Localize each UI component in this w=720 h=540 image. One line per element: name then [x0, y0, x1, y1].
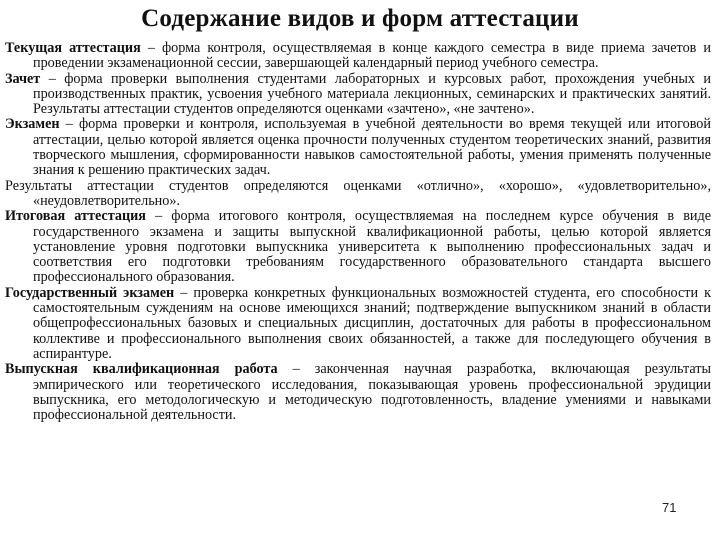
content-body — [5, 41, 711, 423]
definition: – форма итогового контроля, осуществляемая на последнем курсе обучения в виде государственного экзамена и защиты выпускной квалификационной работы, целью которой является установление уровня подготовки выпускника университета к выполнению профессиональных задач и соответствия его подготовки требованиям государственного образовательного стандарта высшего профессионального образования. — [33, 208, 711, 286]
paragraph-current-attestation — [5, 41, 711, 72]
paragraph-results — [5, 179, 711, 210]
definition: – форма проверки выполнения студентами лабораторных и курсовых работ, прохождения учебных и производственных практик, усвоения учебного материала лекционных, семинарских и практических занятий. Результаты аттестации студентов определяются оценками «зачтено», «не зачтено». — [33, 70, 711, 118]
definition: – проверка конкретных функциональных возможностей студента, его способности к самостоятельным суждениям на основе имеющихся знаний; подтверждение выпускником знаний в области общепрофессиональных базовых и специальных дисциплин, достаточных для работы в профессиональном коллективе и профессионального выполнения своих обязанностей, а также для последующего обучения в аспирантуре. — [33, 284, 711, 362]
term: Экзамен — [5, 116, 60, 133]
term: Выпускная квалификационная работа — [5, 361, 278, 378]
paragraph-exam — [5, 117, 711, 178]
definition: – форма проверки и контроля, используемая в учебной деятельности во время текущей или итоговой аттестации, целью которой является оценка прочности полученных студентом теоретических знаний, развития творческого мышления, сформированности навыков самостоятельной работы, умения применять полученные знания к решению практических задач. — [33, 116, 711, 179]
paragraph-final-attestation — [5, 209, 711, 285]
definition: Результаты аттестации студентов определяются оценками «отлично», «хорошо», «удовлетворительно», «неудовлетворительно». — [5, 177, 711, 209]
page-number: 71 — [662, 500, 677, 515]
paragraph-credit — [5, 72, 711, 118]
definition: – законченная научная разработка, включающая результаты эмпирического или теоретического исследования, показывающая уровень профессиональной эрудиции выпускника, его методологическую и методическую подготовленность, владение умениями и навыками профессиональной деятельности. — [33, 361, 711, 424]
page-title: Содержание видов и форм аттестации — [141, 5, 579, 32]
definition: – форма контроля, осуществляемая в конце каждого семестра в виде приема зачетов и проведении экзаменационной сессии, завершающей календарный период учебного семестра. — [33, 40, 712, 72]
paragraph-thesis — [5, 362, 711, 423]
term: Зачет — [5, 70, 41, 87]
term: Текущая аттестация — [5, 40, 141, 56]
term: Итоговая аттестация — [5, 208, 146, 225]
term: Государственный экзамен — [5, 284, 175, 301]
paragraph-state-exam — [5, 286, 711, 362]
